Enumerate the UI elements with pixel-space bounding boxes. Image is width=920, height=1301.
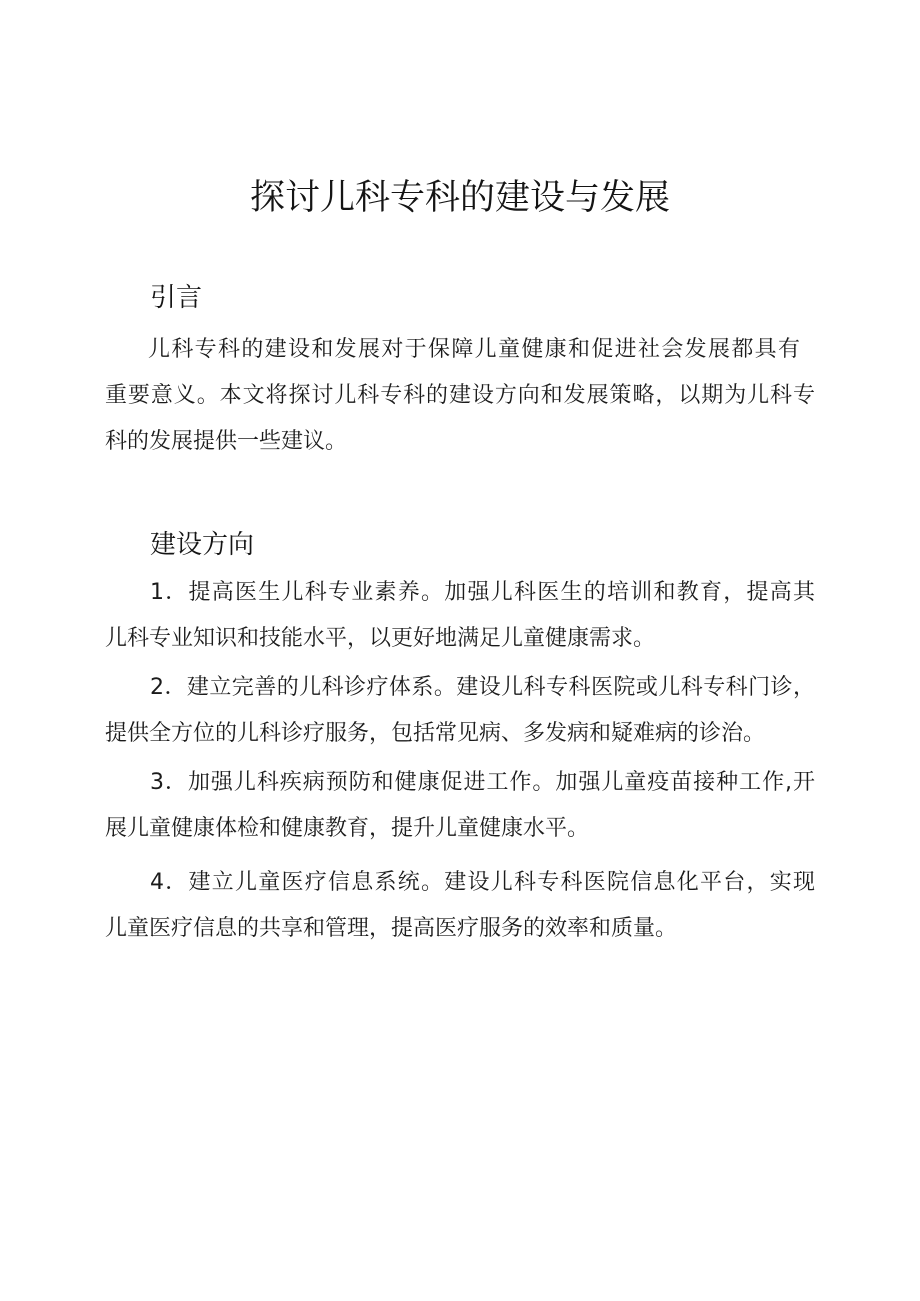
list-item-line: 展儿童健康体检和健康教育，提升儿童健康水平。 bbox=[105, 816, 590, 841]
list-item bbox=[105, 760, 815, 852]
list-item bbox=[105, 665, 815, 757]
list-item-text: 建立完善的儿科诊疗体系。建设儿科专科医院或儿科专科门诊， bbox=[186, 675, 815, 700]
list-item-first-line bbox=[150, 665, 815, 711]
list-item bbox=[105, 860, 815, 952]
intro-heading: 引言 bbox=[150, 283, 203, 313]
list-item-text: 提高医生儿科专业素养。加强儿科医生的培训和教育，提高其 bbox=[188, 580, 815, 605]
list-item-line: 儿童医疗信息的共享和管理，提高医疗服务的效率和质量。 bbox=[105, 916, 678, 941]
list-item bbox=[105, 570, 815, 662]
list-item-number: 4． bbox=[150, 870, 189, 895]
intro-line: 重要意义。本文将探讨儿科专科的建设方向和发展策略，以期为儿科专 bbox=[105, 383, 815, 408]
list-item-first-line bbox=[150, 860, 815, 906]
list-item-number: 2． bbox=[150, 675, 187, 700]
list-item-text: 加强儿科疾病预防和健康促进工作。加强儿童疫苗接种工作,开 bbox=[187, 770, 816, 795]
document-title: 探讨儿科专科的建设与发展 bbox=[249, 178, 670, 218]
list-item-text: 建立儿童医疗信息系统。建设儿科专科医院信息化平台，实现 bbox=[188, 870, 815, 895]
intro-paragraph bbox=[105, 327, 815, 465]
list-item-number: 1． bbox=[150, 580, 189, 605]
intro-line: 科的发展提供一些建议。 bbox=[105, 429, 348, 454]
list-item-line: 提供全方位的儿科诊疗服务，包括常见病、多发病和疑难病的诊治。 bbox=[105, 721, 766, 746]
construction-heading: 建设方向 bbox=[150, 530, 255, 560]
list-item-first-line bbox=[150, 760, 815, 806]
list-item-number: 3． bbox=[150, 770, 188, 795]
list-item-first-line bbox=[150, 570, 815, 616]
list-item-line: 儿科专业知识和技能水平，以更好地满足儿童健康需求。 bbox=[105, 626, 656, 651]
intro-line: 儿科专科的建设和发展对于保障儿童健康和促进社会发展都具有 bbox=[148, 337, 800, 362]
